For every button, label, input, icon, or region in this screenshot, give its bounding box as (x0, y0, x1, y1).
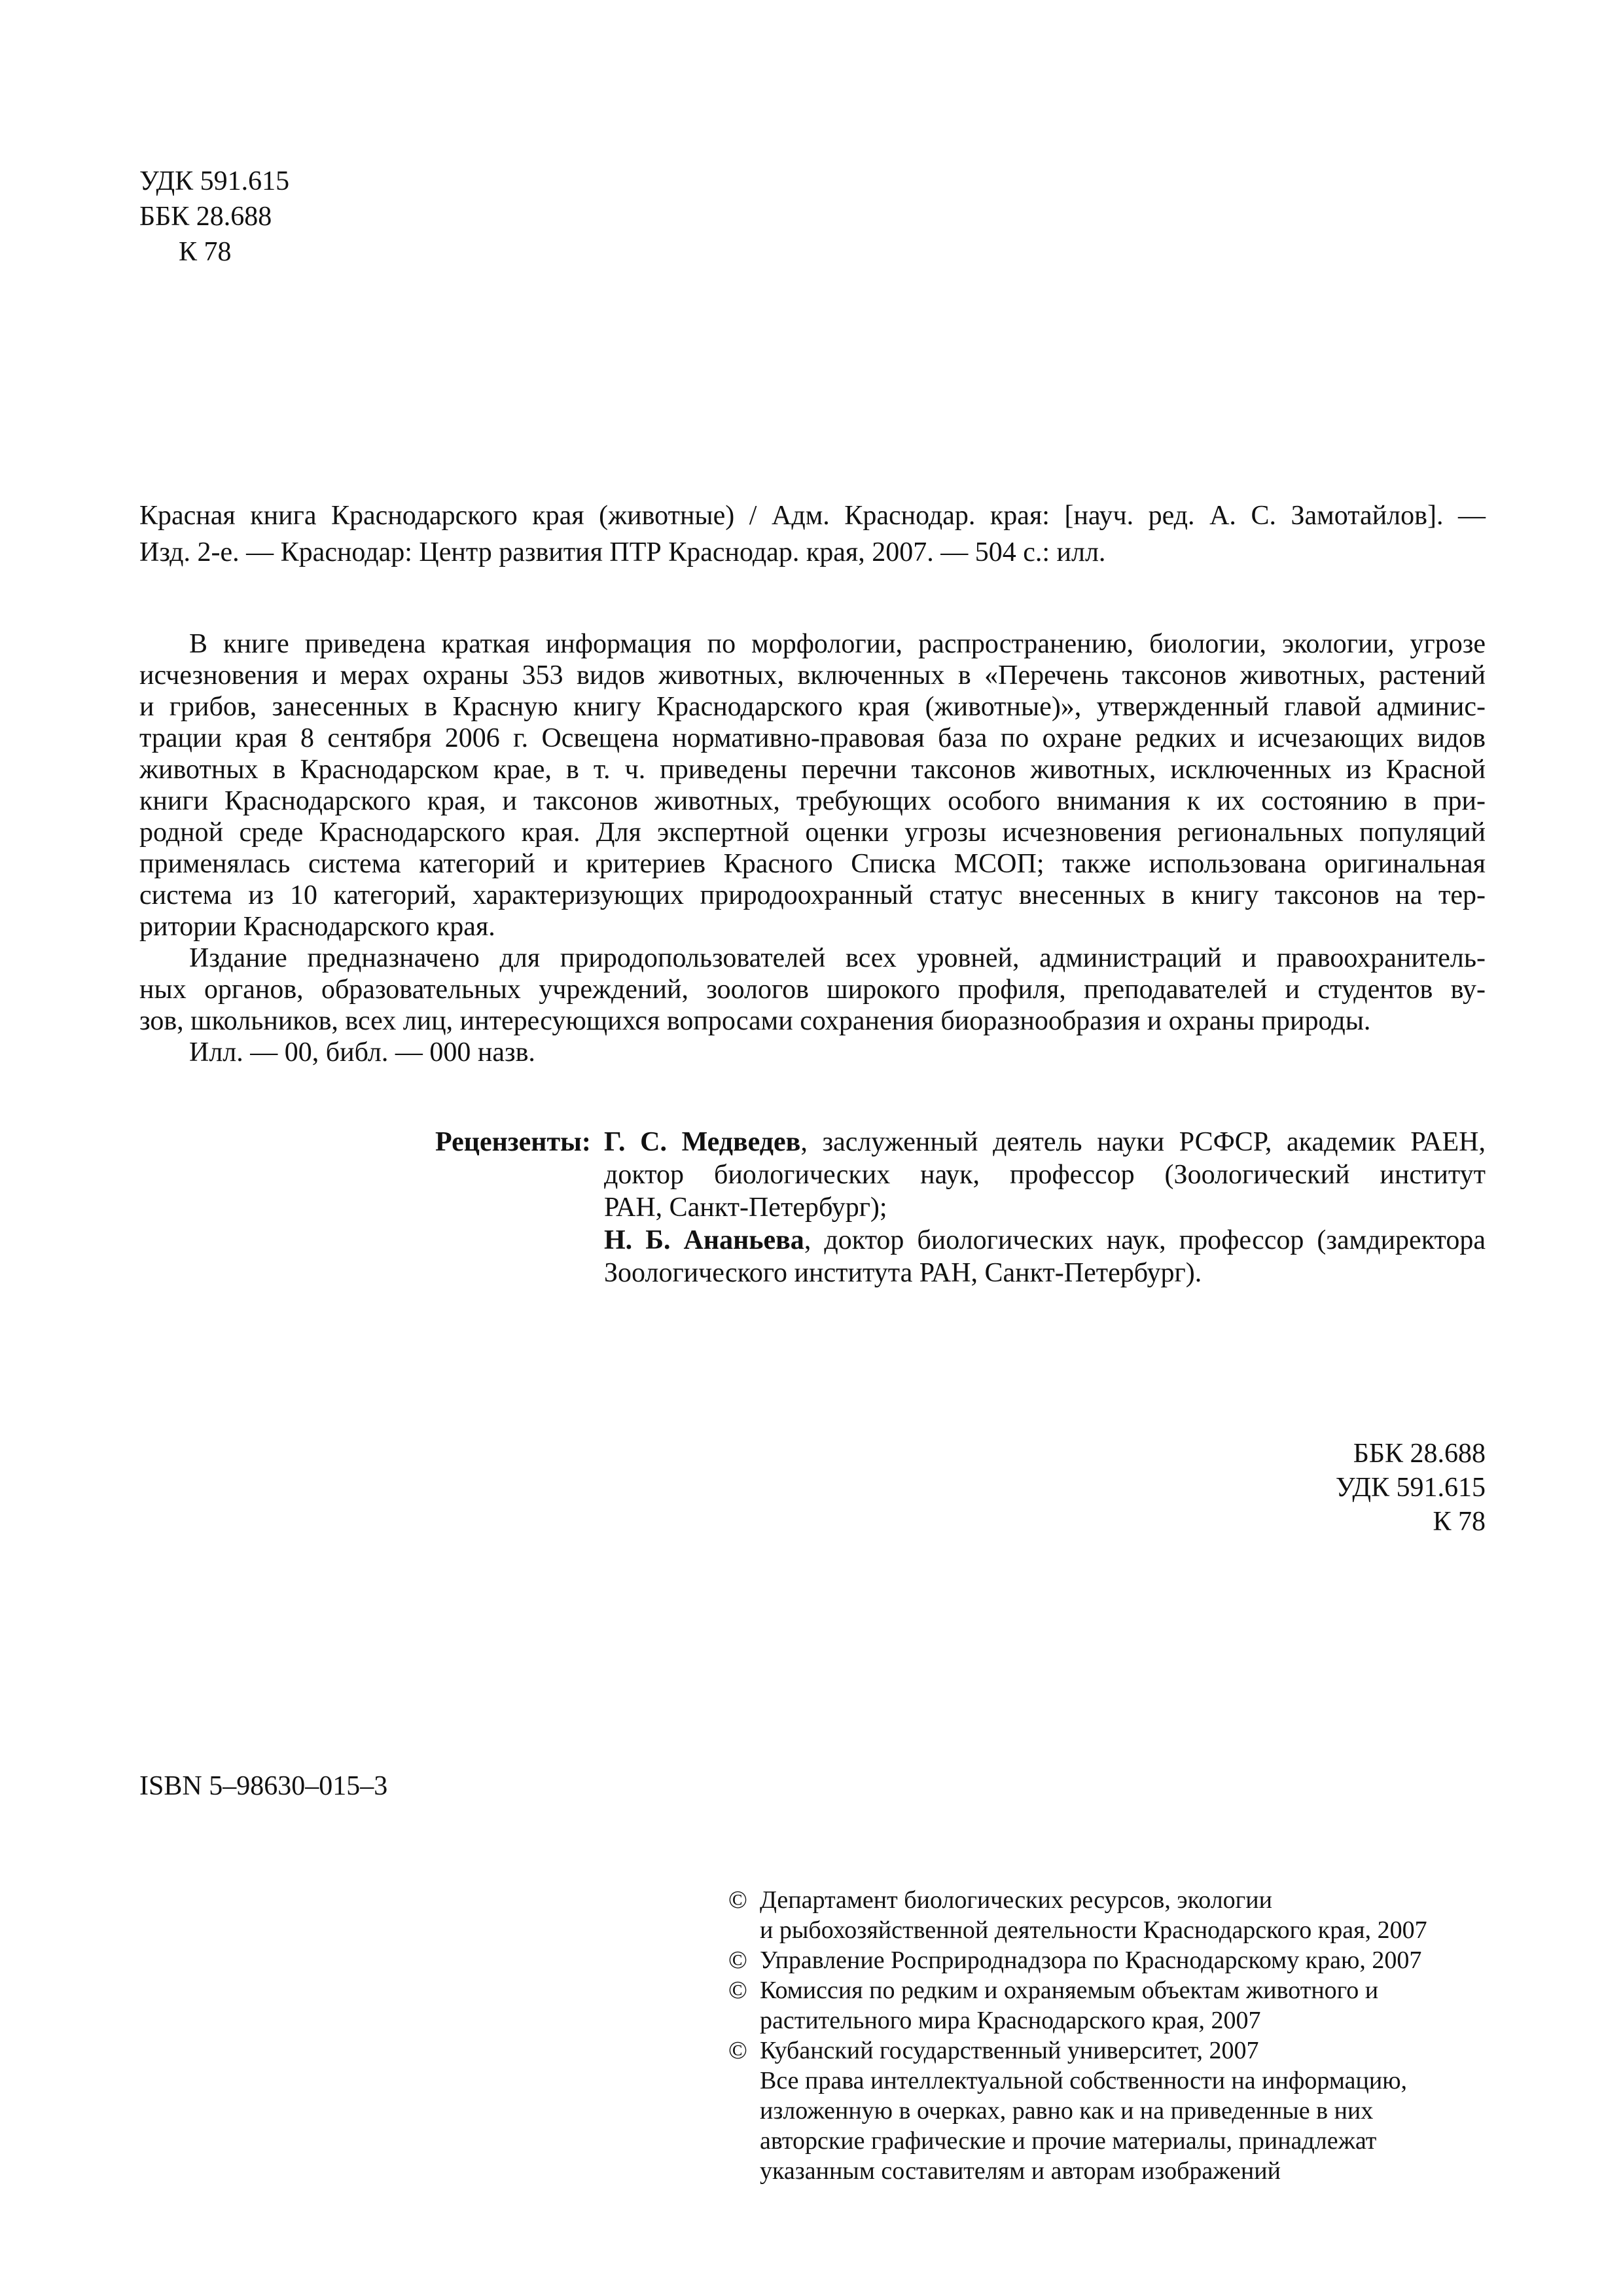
abstract (139, 628, 1486, 1068)
abstract-line: применялась система категорий и критериев Красного Списка МСОП; также использована оригинальная (139, 849, 1486, 879)
rights-line: изложенную в очерках, равно как и на приведенные в них (760, 2097, 1374, 2125)
reviewer-2-name: Н. Б. Ананьева (604, 1225, 804, 1255)
bbk-code: ББК 28.688 (139, 202, 272, 232)
copyright-line: Управление Росприроднадзора по Краснодарскому краю, 2007 (760, 1946, 1422, 1974)
copyright-symbol: © (728, 1946, 747, 1974)
classification-codes-bottom (1336, 1437, 1486, 1539)
abstract-line: В книге приведена краткая информация по морфологии, распространению, биологии, экологии, угрозе (189, 629, 1486, 659)
abstract-line: и грибов, занесенных в Красную книгу Краснодарского края (животные)», утвержденный главой админис- (139, 692, 1486, 722)
copyright-symbol: © (728, 2037, 747, 2064)
abstract-line: Илл. — 00, библ. — 000 назв. (189, 1037, 535, 1067)
reviewer-2-line-1 (604, 1224, 1486, 1257)
isbn: ISBN 5–98630–015–3 (139, 1771, 388, 1801)
bbk-code: ББК 28.688 (1353, 1439, 1486, 1469)
copyright-item (728, 1945, 1488, 1975)
abstract-line: книги Краснодарского края, и таксонов животных, требующих особого внимания к их состоянию в при- (139, 786, 1486, 816)
reviewer-1-line-2: доктор биологических наук, профессор (Зоологический институт (604, 1160, 1486, 1190)
bibliographic-record (139, 497, 1486, 571)
record-line-2: Изд. 2-е. — Краснодар: Центр развития ПТР Краснодар. края, 2007. — 504 с.: илл. (139, 537, 1106, 567)
author-mark: К 78 (179, 237, 232, 267)
copyright-item (728, 1885, 1488, 1945)
rights-notice (728, 2066, 1488, 2186)
copyright-line: Департамент биологических ресурсов, экологии (760, 1886, 1272, 1914)
record-line-1: Красная книга Краснодарского края (животные) / Адм. Краснодар. края: [науч. ред. А. С. Замотайлов]. — (139, 501, 1486, 531)
reviewer-1-name: Г. С. Медведев (604, 1127, 801, 1157)
copyright-block (728, 1885, 1488, 2186)
abstract-line: трации края 8 сентября 2006 г. Освещена нормативно-правовая база по охране редких и исчезающих видов (139, 723, 1486, 753)
rights-line: авторские графические и прочие материалы, принадлежат (760, 2127, 1377, 2155)
copyright-line: Комиссия по редким и охраняемым объектам животного и (760, 1977, 1379, 2004)
copyright-line: Кубанский государственный университет, 2007 (760, 2037, 1259, 2064)
abstract-line: ритории Краснодарского края. (139, 912, 495, 942)
reviewers-label: Рецензенты: (435, 1127, 591, 1157)
copyright-line: растительного мира Краснодарского края, 2007 (760, 2007, 1261, 2034)
classification-codes-top (139, 164, 289, 270)
reviewer-1-line-1 (604, 1126, 1486, 1158)
abstract-line: зов, школьников, всех лиц, интересующихся вопросами сохранения биоразнообразия и охраны природы. (139, 1006, 1371, 1036)
abstract-line: Издание предназначено для природопользователей всех уровней, администраций и правоохранитель- (189, 943, 1486, 973)
copyright-item (728, 2036, 1488, 2066)
copyright-symbol: © (728, 1977, 747, 2004)
reviewer-1-title: , заслуженный деятель науки РСФСР, академик РАЕН, (800, 1127, 1486, 1157)
abstract-line: родной среде Краснодарского края. Для экспертной оценки угрозы исчезновения региональных популяций (139, 817, 1486, 848)
copyright-line: и рыбохозяйственной деятельности Краснодарского края, 2007 (760, 1916, 1427, 1944)
reviewer-2-title: , доктор биологических наук, профессор (замдиректора (804, 1225, 1486, 1255)
udk-code: УДК 591.615 (139, 166, 290, 196)
reviewer-2-line-2: Зоологического института РАН, Санкт-Петербург). (604, 1258, 1202, 1288)
abstract-line: система из 10 категорий, характеризующих природоохранный статус внесенных в книгу таксонов на тер- (139, 880, 1486, 910)
copyright-symbol: © (728, 1886, 747, 1914)
abstract-line: исчезновения и мерах охраны 353 видов животных, включенных в «Перечень таксонов животных, растений (139, 660, 1486, 691)
udk-code: УДК 591.615 (1335, 1473, 1486, 1503)
author-mark: К 78 (1433, 1507, 1486, 1537)
reviewer-1-line-3: РАН, Санкт-Петербург); (604, 1193, 887, 1223)
reviewers-list (604, 1126, 1486, 1289)
abstract-line: животных в Краснодарском крае, в т. ч. приведены перечни таксонов животных, исключенных из Красной (139, 755, 1486, 785)
rights-line: указанным составителям и авторам изображений (760, 2157, 1281, 2185)
rights-line: Все права интеллектуальной собственности на информацию, (760, 2067, 1408, 2094)
copyright-item (728, 1975, 1488, 2036)
abstract-line: ных органов, образовательных учреждений, зоологов широкого профиля, преподавателей и студентов ву- (139, 975, 1486, 1005)
